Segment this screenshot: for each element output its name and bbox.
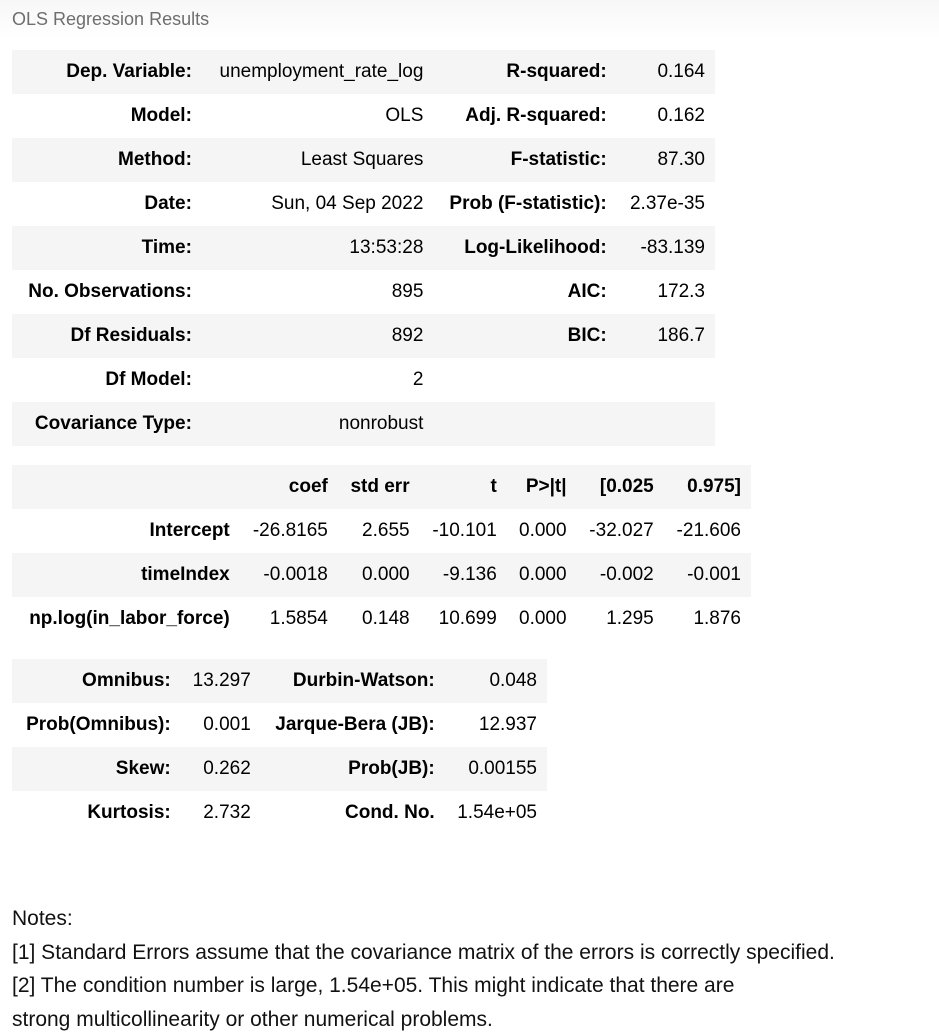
diag-value: 12.937: [445, 703, 547, 747]
table-caption: OLS Regression Results: [12, 9, 209, 30]
summary-label: F-statistic:: [433, 138, 616, 182]
diag-value: 1.54e+05: [445, 791, 547, 835]
diag-label: Prob(JB):: [261, 747, 445, 791]
note-line: [2] The condition number is large, 1.54e+05. This might indicate that there are: [12, 969, 835, 1003]
coef-value: -26.8165: [240, 509, 338, 553]
notes-section: [12, 902, 835, 1036]
diag-label: Cond. No.: [261, 791, 445, 835]
diagnostics-table: [12, 659, 547, 835]
table-row: [12, 270, 715, 314]
summary-value: 2: [202, 358, 433, 402]
summary-value: Least Squares: [202, 138, 433, 182]
column-header: P>|t|: [507, 465, 577, 509]
diag-label: Kurtosis:: [12, 791, 181, 835]
summary-label: Adj. R-squared:: [433, 94, 616, 138]
diag-value: 0.001: [181, 703, 261, 747]
table-row: [12, 94, 715, 138]
diag-label: Prob(Omnibus):: [12, 703, 181, 747]
table-row: [12, 703, 547, 747]
table-row: [12, 314, 715, 358]
table-row: [12, 747, 547, 791]
coef-value: -0.0018: [240, 553, 338, 597]
summary-value: OLS: [202, 94, 433, 138]
table-row: [12, 402, 715, 446]
coef-value: 1.5854: [240, 597, 338, 641]
summary-label: Covariance Type:: [12, 402, 202, 446]
summary-label: Log-Likelihood:: [433, 226, 616, 270]
summary-label: [433, 358, 616, 402]
p-value: 0.000: [507, 553, 577, 597]
p-value: 0.000: [507, 597, 577, 641]
column-header: coef: [240, 465, 338, 509]
summary-value: 186.7: [617, 314, 715, 358]
column-header: std err: [338, 465, 420, 509]
table-row: [12, 138, 715, 182]
table-row: [12, 553, 751, 597]
table-row: [12, 791, 547, 835]
summary-label: Date:: [12, 182, 202, 226]
diag-value: 0.00155: [445, 747, 547, 791]
summary-label: Prob (F-statistic):: [433, 182, 616, 226]
summary-value: Sun, 04 Sep 2022: [202, 182, 433, 226]
summary-value: 2.37e-35: [617, 182, 715, 226]
diag-value: 2.732: [181, 791, 261, 835]
table-header-row: [12, 465, 751, 509]
summary-label: AIC:: [433, 270, 616, 314]
std-err-value: 0.148: [338, 597, 420, 641]
diag-label: Durbin-Watson:: [261, 659, 445, 703]
summary-value: 87.30: [617, 138, 715, 182]
column-header: [12, 465, 240, 509]
coef-term: timeIndex: [12, 553, 240, 597]
summary-value: [617, 358, 715, 402]
diag-value: 0.048: [445, 659, 547, 703]
std-err-value: 0.000: [338, 553, 420, 597]
t-value: -10.101: [420, 509, 507, 553]
ci-lower-value: 1.295: [577, 597, 664, 641]
ci-upper-value: -21.606: [664, 509, 751, 553]
column-header: 0.975]: [664, 465, 751, 509]
ci-upper-value: -0.001: [664, 553, 751, 597]
summary-value: 172.3: [617, 270, 715, 314]
table-row: [12, 659, 547, 703]
table-row: [12, 182, 715, 226]
summary-value: [617, 402, 715, 446]
summary-label: [433, 402, 616, 446]
table-row: [12, 226, 715, 270]
diag-value: 13.297: [181, 659, 261, 703]
diag-label: Skew:: [12, 747, 181, 791]
summary-value: 0.164: [617, 50, 715, 94]
model-summary-table: [12, 50, 715, 446]
notes-title: Notes:: [12, 902, 835, 936]
summary-value: nonrobust: [202, 402, 433, 446]
summary-value: 13:53:28: [202, 226, 433, 270]
p-value: 0.000: [507, 509, 577, 553]
note-line: strong multicollinearity or other numerical problems.: [12, 1003, 835, 1036]
coefficients-table: [12, 465, 751, 641]
summary-label: Model:: [12, 94, 202, 138]
summary-label: Method:: [12, 138, 202, 182]
summary-label: Dep. Variable:: [12, 50, 202, 94]
coef-term: Intercept: [12, 509, 240, 553]
note-line: [1] Standard Errors assume that the covariance matrix of the errors is correctly specified.: [12, 936, 835, 970]
summary-label: R-squared:: [433, 50, 616, 94]
table-row: [12, 597, 751, 641]
table-row: [12, 509, 751, 553]
summary-label: Time:: [12, 226, 202, 270]
summary-label: Df Residuals:: [12, 314, 202, 358]
summary-value: unemployment_rate_log: [202, 50, 433, 94]
summary-value: 892: [202, 314, 433, 358]
t-value: 10.699: [420, 597, 507, 641]
diag-label: Jarque-Bera (JB):: [261, 703, 445, 747]
column-header: [0.025: [577, 465, 664, 509]
summary-value: -83.139: [617, 226, 715, 270]
summary-value: 0.162: [617, 94, 715, 138]
table-row: [12, 50, 715, 94]
ci-lower-value: -0.002: [577, 553, 664, 597]
diag-label: Omnibus:: [12, 659, 181, 703]
ci-lower-value: -32.027: [577, 509, 664, 553]
summary-label: Df Model:: [12, 358, 202, 402]
diag-value: 0.262: [181, 747, 261, 791]
ci-upper-value: 1.876: [664, 597, 751, 641]
column-header: t: [420, 465, 507, 509]
summary-label: BIC:: [433, 314, 616, 358]
std-err-value: 2.655: [338, 509, 420, 553]
table-row: [12, 358, 715, 402]
coef-term: np.log(in_labor_force): [12, 597, 240, 641]
summary-value: 895: [202, 270, 433, 314]
t-value: -9.136: [420, 553, 507, 597]
summary-label: No. Observations:: [12, 270, 202, 314]
